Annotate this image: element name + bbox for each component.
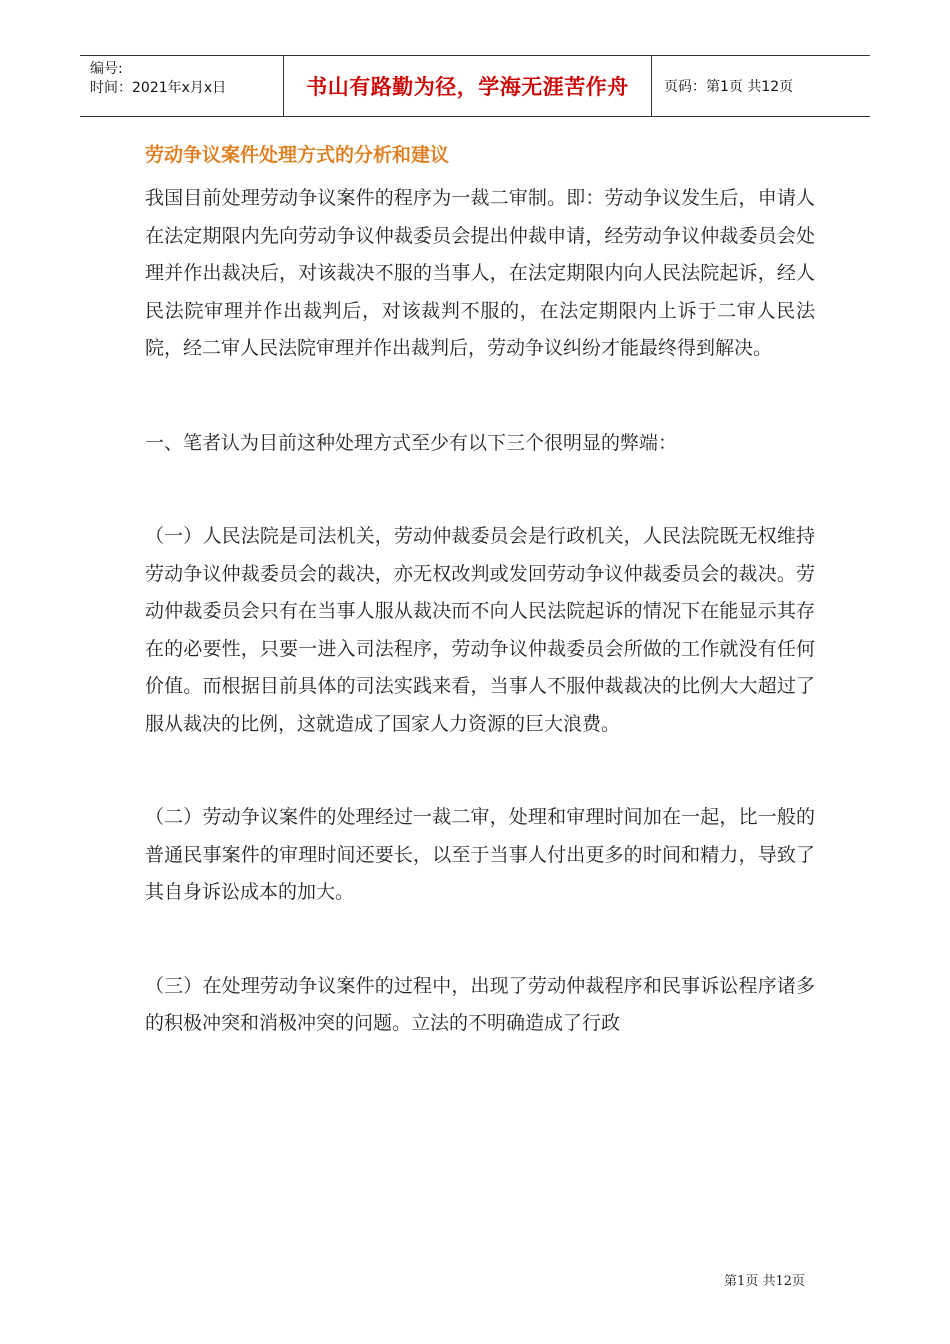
header-motto: 书山有路勤为径，学海无涯苦作舟 <box>283 56 652 116</box>
document-title: 劳动争议案件处理方式的分析和建议 <box>145 144 450 166</box>
document-number-label: 编号: <box>90 61 123 77</box>
paragraph-intro: 我国目前处理劳动争议案件的程序为一裁二审制。即：劳动争议发生后，申请人在法定期限内先向劳动争议仲裁委员会提出仲裁申请，经劳动争议仲裁委员会处理并作出裁决后，对该裁决不服的当事人，在法定期限内向人民法院起诉，经人民法院审理并作出裁判后，对该裁判不服的，在法定期限内上诉于二审人民法院，经二审人民法院审理并作出裁判后，劳动争议纠纷才能最终得到解决。 <box>145 187 815 359</box>
document-body <box>145 180 815 1043</box>
header-page-info: 页码：第1页 共12页 <box>664 79 794 95</box>
paragraph-point-1: （一）人民法院是司法机关，劳动仲裁委员会是行政机关，人民法院既无权维持劳动争议仲裁委员会的裁决，亦无权改判或发回劳动争议仲裁委员会的裁决。劳动仲裁委员会只有在当事人服从裁决而不向人民法院起诉的情况下在能显示其存在的必要性，只要一进入司法程序，劳动争议仲裁委员会所做的工作就没有任何价值。而根据目前具体的司法实践来看，当事人不服仲裁裁决的比例大大超过了服从裁决的比例，这就造成了国家人力资源的巨大浪费。 <box>145 525 815 735</box>
footer-page-number: 第1页 共12页 <box>724 1274 805 1289</box>
paragraph-point-3: （三）在处理劳动争议案件的过程中，出现了劳动仲裁程序和民事诉讼程序诸多的积极冲突和消极冲突的问题。立法的不明确造成了行政 <box>145 974 815 1034</box>
document-time-label: 时间：2021年x月x日 <box>90 80 227 96</box>
header-table <box>80 55 870 117</box>
paragraph-section-heading: 一、笔者认为目前这种处理方式至少有以下三个很明显的弊端： <box>145 431 678 454</box>
paragraph-point-2: （二）劳动争议案件的处理经过一裁二审，处理和审理时间加在一起，比一般的普通民事案件的审理时间还要长，以至于当事人付出更多的时间和精力，导致了其自身诉讼成本的加大。 <box>145 806 815 903</box>
header-meta-cell <box>80 56 283 116</box>
